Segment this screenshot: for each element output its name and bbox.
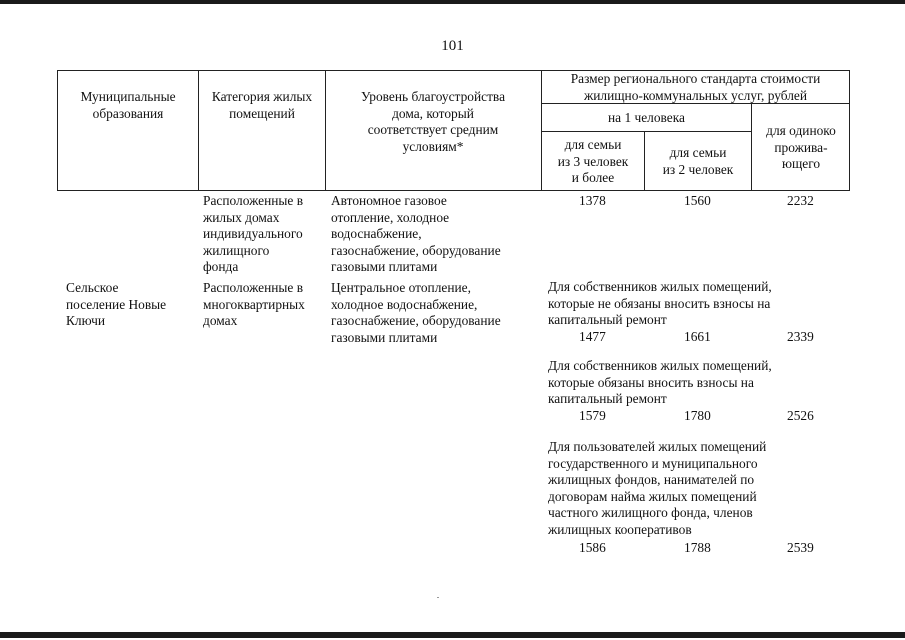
row1-value-family-2: 1560 [684,193,711,208]
header-municipality: Муниципальные образования [80,89,176,121]
table-left-line [57,70,58,191]
group2-note: Для собственников жилых помещений, которые обязаны вносить взносы на капитальный ремонт [548,358,772,406]
col-divider-1 [198,70,199,191]
group1-value-family-2: 1661 [684,329,711,344]
scan-speck [437,597,439,598]
header-bottom-line [57,190,850,191]
header-family-3plus: для семьи из 3 человек и более [557,137,629,185]
group1-note: Для собственников жилых помещений, которые не обязаны вносить взносы на капитальный ремонт [548,279,772,327]
page-number: 101 [441,38,464,54]
row1-value-single: 2232 [787,193,814,208]
group1-value-single: 2339 [787,329,814,344]
top-border [0,0,905,4]
row2-improvement-level: Центральное отопление, холодное водоснабжение, газоснабжение, оборудование газовыми плитами [331,280,501,345]
group1-value-family-3plus: 1477 [579,329,606,344]
group2-value-family-2: 1780 [684,408,711,423]
table-right-line [849,70,850,191]
header-housing-category: Категория жилых помещений [211,89,313,121]
municipality-name: Сельское поселение Новые Ключи [66,280,167,328]
header-improvement-level: Уровень благоустройства дома, который соответствует средним условиям* [360,89,506,154]
group3-value-family-3plus: 1586 [579,540,606,555]
group3-value-single: 2539 [787,540,814,555]
per-person-split-line [541,131,751,132]
group2-value-family-3plus: 1579 [579,408,606,423]
header-family-2: для семьи из 2 человек [662,145,734,177]
group2-value-single: 2526 [787,408,814,423]
row1-improvement-level: Автономное газовое отопление, холодное водоснабжение, газоснабжение, оборудование газовыми плитами [331,193,501,274]
col-divider-3 [541,70,542,191]
row1-category: Расположенные в жилых домах индивидуального жилищного фонда [203,193,304,274]
group3-value-family-2: 1788 [684,540,711,555]
header-single: для одиноко прожива- ющего [766,123,836,171]
col-divider-4 [644,131,645,191]
col-divider-2 [325,70,326,191]
col-divider-5 [751,103,752,191]
header-standard-size: Размер регионального стандарта стоимости жилищно-коммунальных услуг, рублей [570,71,821,103]
row2-category: Расположенные в многоквартирных домах [203,280,305,328]
header-per-person: на 1 человека [608,110,685,125]
bottom-border [0,632,905,638]
group3-note: Для пользователей жилых помещений государственного и муниципального жилищных фондов, нанимателей по договорам найма жилых помещений частного жилищного фонда, членов жилищных кооперативов [548,439,767,537]
row1-value-family-3plus: 1378 [579,193,606,208]
